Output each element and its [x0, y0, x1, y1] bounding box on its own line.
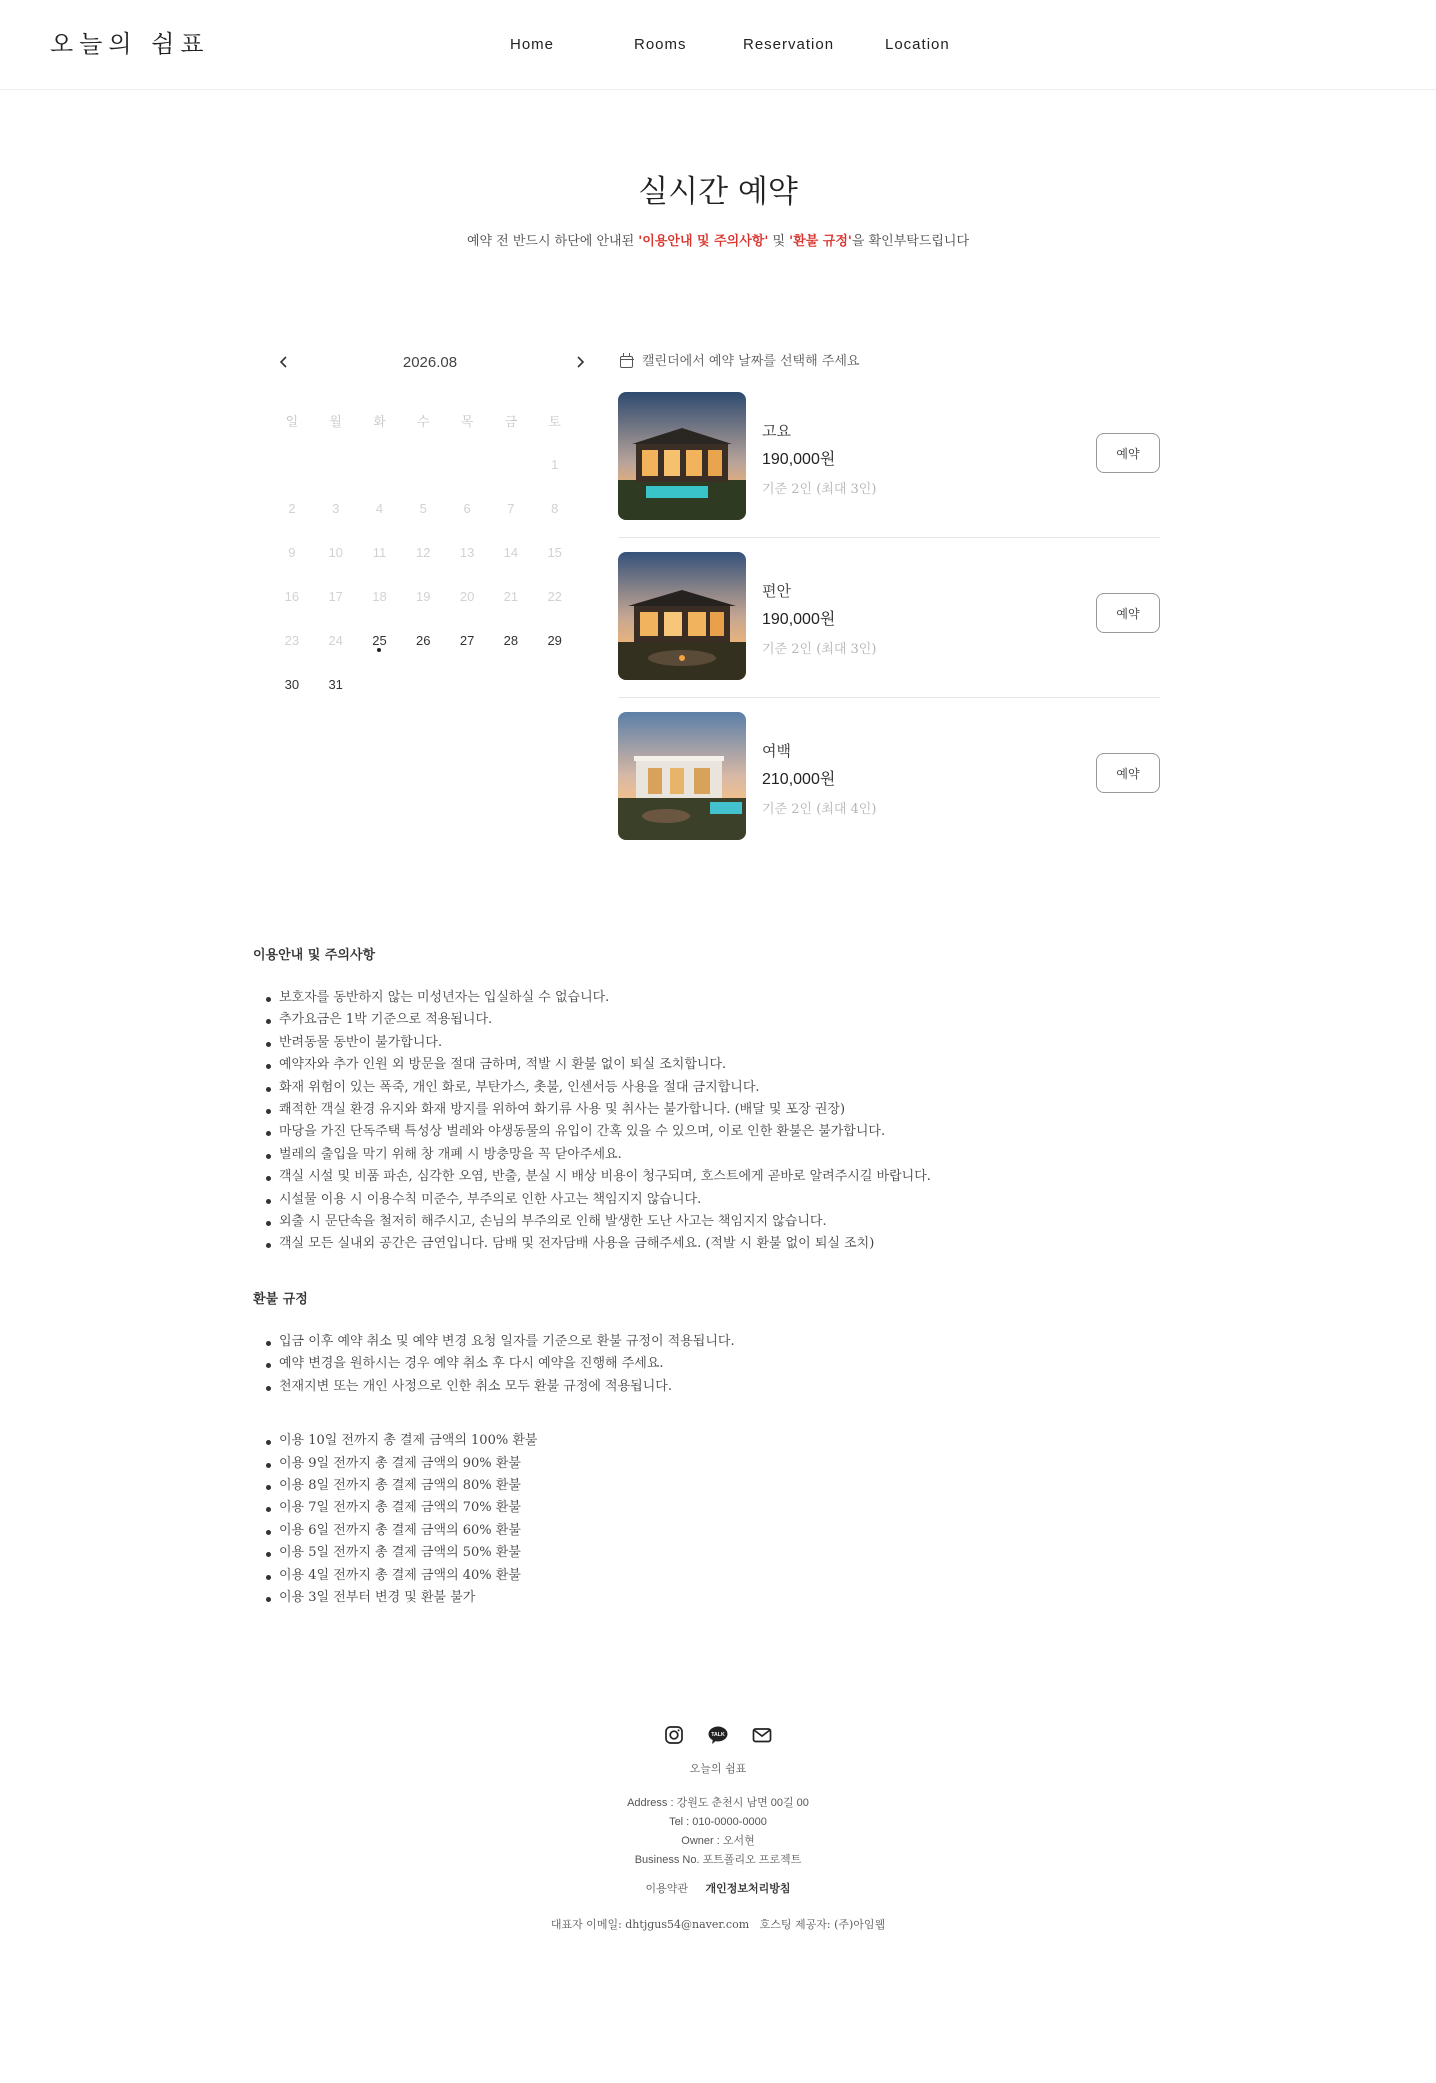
room-card [618, 378, 1160, 538]
calendar-empty-cell [401, 442, 445, 486]
calendar-day: 10 [328, 544, 343, 560]
room-photo[interactable] [618, 552, 746, 680]
refund-schedule-list [253, 1430, 1213, 1609]
calendar-day: 14 [503, 544, 519, 560]
footer-business-no: Business No. 포트폴리오 프로젝트 [634, 1854, 802, 1866]
calendar-grid [270, 398, 590, 706]
refund-schedule-item: 이용 3일 전부터 변경 및 환불 불가 [279, 1587, 1213, 1609]
subtitle-text: 을 확인부탁드립니다 [851, 234, 970, 249]
refund-schedule-item: 이용 4일 전까지 총 결제 금액의 40% 환불 [279, 1565, 1213, 1587]
subtitle-text: 및 [768, 234, 790, 249]
room-price: 190,000원 [762, 611, 836, 628]
footer-email[interactable]: 대표자 이메일: dhtjgus54@naver.com [550, 1918, 750, 1931]
calendar-empty-cell [314, 442, 358, 486]
notice-section [253, 944, 1213, 1256]
notice-item: 마당을 가진 단독주택 특성상 벌레와 야생동물의 유입이 간혹 있을 수 있으며, 이로 인한 환불은 불가합니다. [279, 1121, 1213, 1143]
reserve-button[interactable]: 예약 [1096, 753, 1160, 793]
refund-schedule-item: 이용 5일 전까지 총 결제 금액의 50% 환불 [279, 1542, 1213, 1564]
room-price: 190,000원 [762, 451, 836, 468]
footer-business-info [0, 1794, 1436, 1870]
calendar-day: 7 [507, 500, 515, 516]
reserve-button[interactable]: 예약 [1096, 433, 1160, 473]
notice-title: 이용안내 및 주의사항 [253, 948, 376, 963]
calendar-day: 19 [416, 588, 431, 604]
calendar-day: 8 [551, 500, 559, 516]
calendar-icon [620, 356, 633, 368]
kakaotalk-icon[interactable] [707, 1724, 729, 1746]
calendar-weekday: 화 [373, 414, 386, 430]
instagram-icon[interactable] [663, 1724, 685, 1746]
footer-hosting: 호스팅 제공자: (주)아임웹 [759, 1918, 886, 1931]
notice-item: 반려동물 동반이 불가합니다. [279, 1032, 1213, 1054]
calendar-weekday: 금 [504, 414, 518, 430]
calendar-weekday: 월 [329, 414, 342, 430]
notice-item: 시설물 이용 시 이용수칙 미준수, 부주의로 인한 사고는 책임지지 않습니다. [279, 1189, 1213, 1211]
calendar-day[interactable]: 30 [284, 676, 300, 692]
calendar-day[interactable]: 26 [416, 632, 431, 648]
calendar-day: 4 [375, 500, 384, 516]
date-select-hint-text: 캘린더에서 예약 날짜를 선택해 주세요 [642, 354, 860, 369]
footer-contact [0, 1916, 1436, 1932]
calendar-day: 15 [547, 544, 562, 560]
page-title: 실시간 예약 [638, 174, 798, 210]
mail-icon[interactable] [751, 1724, 773, 1746]
calendar-day: 11 [372, 544, 387, 560]
refund-list [253, 1331, 1213, 1398]
refund-item: 천재지변 또는 개인 사정으로 인한 취소 모두 환불 규정에 적용됩니다. [279, 1376, 1213, 1398]
chevron-right-icon[interactable] [570, 354, 590, 373]
nav-home[interactable]: Home [510, 36, 555, 53]
site-logo[interactable]: 오늘의 쉼표 [50, 30, 210, 58]
terms-link[interactable]: 이용약관 [645, 1882, 688, 1895]
calendar-day[interactable]: 28 [503, 632, 519, 648]
calendar-day: 22 [547, 588, 562, 604]
calendar-empty-cell [270, 442, 314, 486]
calendar-day: 13 [459, 544, 475, 560]
today-marker [377, 648, 381, 652]
room-photo[interactable] [618, 712, 746, 840]
calendar-day: 12 [416, 544, 431, 560]
nav-rooms[interactable]: Rooms [634, 36, 687, 53]
room-list [618, 348, 1160, 858]
calendar-day: 17 [328, 588, 343, 604]
calendar-day[interactable]: 25 [358, 618, 402, 662]
refund-schedule-item: 이용 7일 전까지 총 결제 금액의 70% 환불 [279, 1497, 1213, 1519]
refund-section [253, 1288, 1213, 1609]
footer-owner: Owner : 오서현 [681, 1835, 755, 1847]
calendar-month: 2026.08 [402, 354, 458, 371]
room-capacity: 기준 2인 (최대 4인) [762, 802, 877, 817]
subtitle-highlight-refund: '환불 규정' [789, 234, 852, 249]
notice-item: 보호자를 동반하지 않는 미성년자는 입실하실 수 없습니다. [279, 987, 1213, 1009]
room-name: 편안 [762, 582, 791, 600]
calendar-empty-cell [489, 442, 533, 486]
calendar-day: 21 [503, 588, 519, 604]
room-card [618, 698, 1160, 858]
calendar-day[interactable]: 27 [459, 632, 475, 648]
calendar-weekday: 목 [460, 414, 474, 430]
calendar-day: 3 [332, 500, 340, 516]
refund-schedule-item: 이용 10일 전까지 총 결제 금액의 100% 환불 [279, 1430, 1213, 1452]
page-subtitle [0, 230, 1436, 249]
room-photo[interactable] [618, 392, 746, 520]
calendar-weekday: 일 [285, 414, 299, 430]
notice-item: 화재 위험이 있는 폭죽, 개인 화로, 부탄가스, 촛불, 인센서등 사용을 절대 금지합니다. [279, 1077, 1213, 1099]
nav-location[interactable]: Location [885, 36, 950, 53]
site-header [0, 0, 1436, 90]
reservation-calendar [270, 348, 590, 692]
notice-item: 예약자와 추가 인원 외 방문을 절대 금하며, 적발 시 환불 없이 퇴실 조치합니다. [279, 1054, 1213, 1076]
notice-item: 객실 모든 실내외 공간은 금연입니다. 담배 및 전자담배 사용을 금해주세요. (적발 시 환불 없이 퇴실 조치) [279, 1233, 1213, 1255]
calendar-day[interactable]: 29 [547, 632, 562, 648]
room-price: 210,000원 [762, 771, 836, 788]
refund-schedule-item: 이용 9일 전까지 총 결제 금액의 90% 환불 [279, 1453, 1213, 1475]
calendar-day: 2 [288, 500, 296, 516]
calendar-weekday: 수 [417, 414, 430, 430]
notice-item: 추가요금은 1박 기준으로 적용됩니다. [279, 1009, 1213, 1031]
calendar-day: 9 [288, 544, 296, 560]
notice-item: 객실 시설 및 비품 파손, 심각한 오염, 반출, 분실 시 배상 비용이 청구되며, 호스트에게 곧바로 알려주시길 바랍니다. [279, 1166, 1213, 1188]
calendar-weekday: 토 [548, 414, 561, 430]
calendar-day: 20 [459, 588, 475, 604]
refund-item: 예약 변경을 원하시는 경우 예약 취소 후 다시 예약을 진행해 주세요. [279, 1353, 1213, 1375]
room-name: 고요 [762, 422, 791, 440]
calendar-day: 18 [372, 588, 387, 604]
refund-item: 입금 이후 예약 취소 및 예약 변경 요청 일자를 기준으로 환불 규정이 적용됩니다. [279, 1331, 1213, 1353]
refund-schedule-item: 이용 6일 전까지 총 결제 금액의 60% 환불 [279, 1520, 1213, 1542]
calendar-day: 24 [328, 632, 343, 648]
refund-schedule-item: 이용 8일 전까지 총 결제 금액의 80% 환불 [279, 1475, 1213, 1497]
calendar-day[interactable]: 31 [328, 676, 343, 692]
notice-item: 외출 시 문단속을 철저히 해주시고, 손님의 부주의로 인해 발생한 도난 사고는 책임지지 않습니다. [279, 1211, 1213, 1233]
calendar-day: 1 [551, 456, 559, 472]
footer-links [0, 1880, 1436, 1896]
calendar-empty-cell [358, 442, 402, 486]
date-select-hint [618, 348, 1160, 378]
calendar-day: 23 [284, 632, 300, 648]
site-footer [0, 1724, 1436, 1932]
calendar-day: 16 [284, 588, 300, 604]
subtitle-highlight-notice: '이용안내 및 주의사항' [638, 234, 769, 249]
room-name: 여백 [762, 742, 791, 760]
room-capacity: 기준 2인 (최대 3인) [762, 642, 877, 657]
notice-item: 쾌적한 객실 환경 유지와 화재 방지를 위하여 화기류 사용 및 취사는 불가합니다. (배달 및 포장 권장) [279, 1099, 1213, 1121]
footer-brand-name: 오늘의 쉼표 [689, 1762, 747, 1775]
privacy-policy-link[interactable]: 개인정보처리방침 [705, 1882, 791, 1895]
calendar-header [270, 348, 590, 382]
footer-address: Address : 강원도 춘천시 남면 00길 00 [627, 1797, 809, 1809]
calendar-day: 6 [463, 500, 471, 516]
reserve-button[interactable]: 예약 [1096, 593, 1160, 633]
room-card [618, 538, 1160, 698]
calendar-empty-cell [445, 442, 489, 486]
footer-social-icons [0, 1724, 1436, 1754]
footer-tel: Tel : 010-0000-0000 [669, 1816, 767, 1828]
notice-item: 벌레의 출입을 막기 위해 창 개폐 시 방충망을 꼭 닫아주세요. [279, 1144, 1213, 1166]
subtitle-text: 예약 전 반드시 하단에 안내된 [466, 234, 639, 249]
nav-reservation[interactable]: Reservation [743, 36, 835, 53]
room-capacity: 기준 2인 (최대 3인) [762, 482, 877, 497]
refund-title: 환불 규정 [253, 1292, 308, 1307]
notice-list [253, 987, 1213, 1256]
kakaotalk-icon-label: TALK [711, 1732, 725, 1739]
calendar-day: 5 [419, 500, 427, 516]
